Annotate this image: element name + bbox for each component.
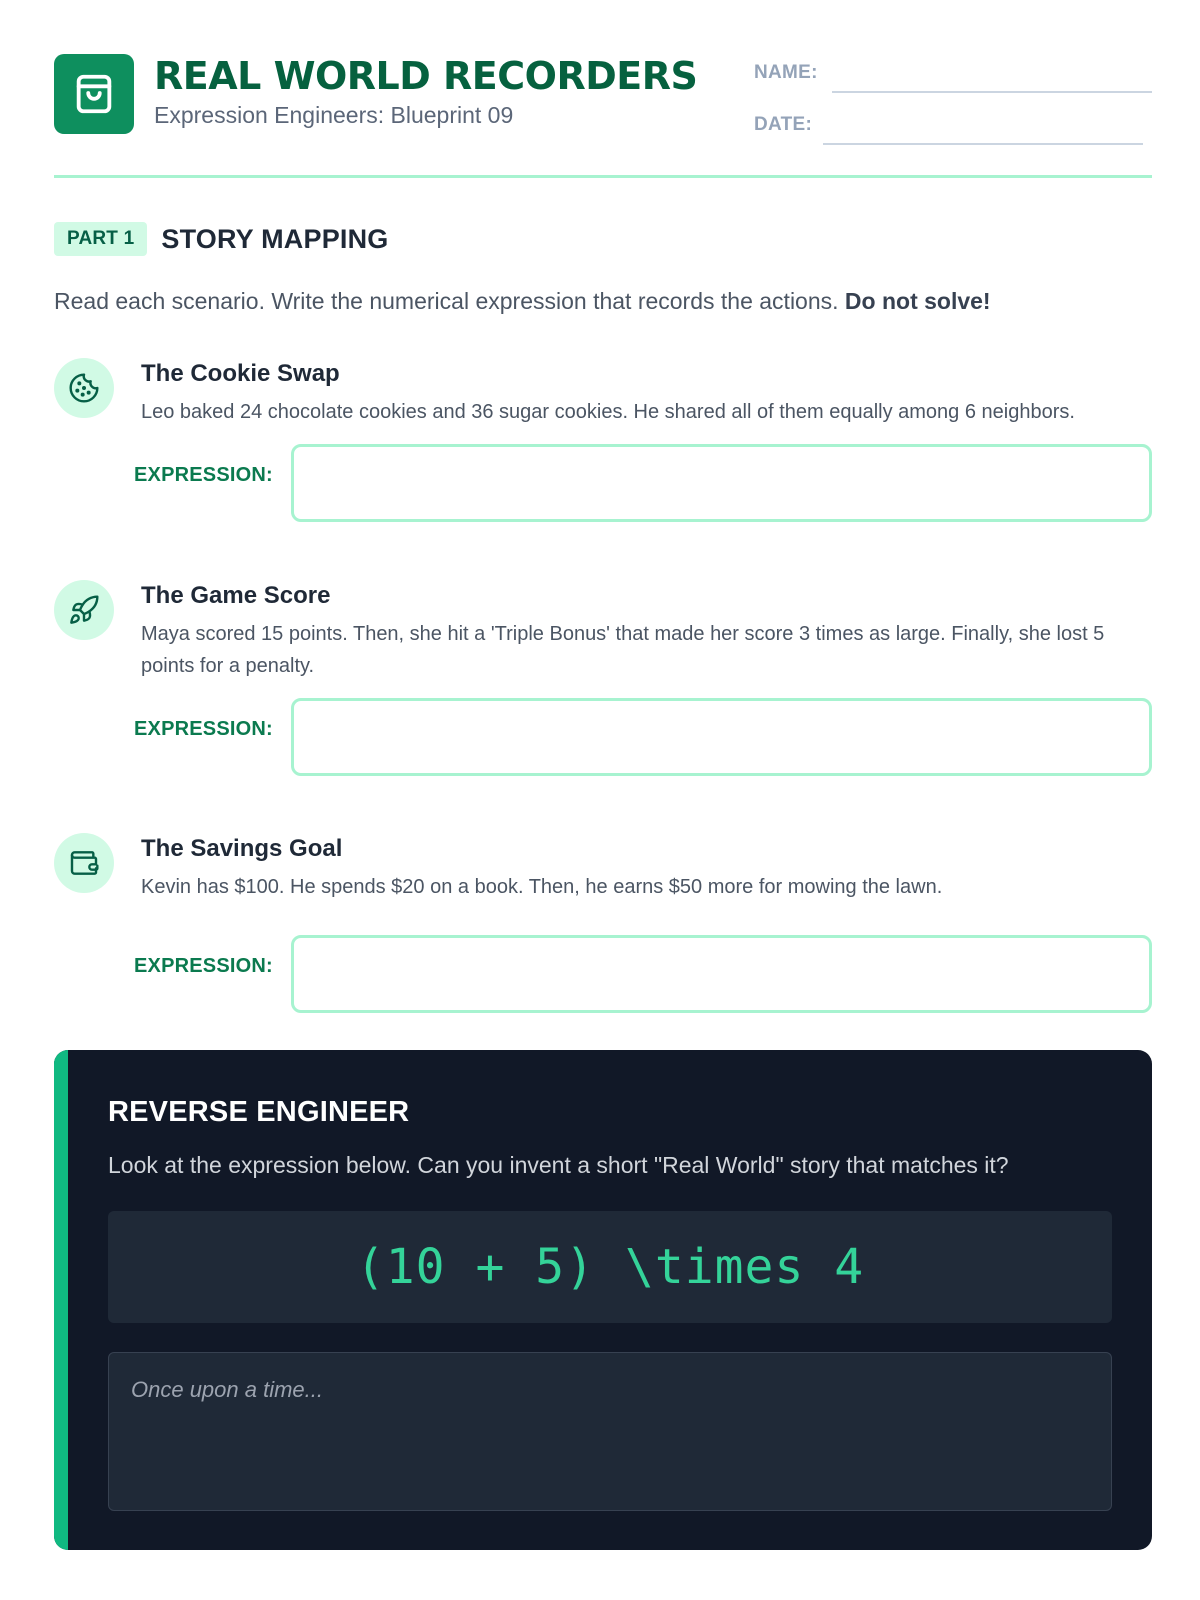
scenario-description: Maya scored 15 points. Then, she hit a 'Triple Bonus' that made her score 3 times as large. Finally, she lost 5 points for a penalty. xyxy=(141,623,1105,677)
story-input[interactable] xyxy=(108,1352,1112,1511)
cookie-icon xyxy=(54,358,114,418)
expression-input-game-score[interactable] xyxy=(291,698,1152,776)
scenario-title: The Game Score xyxy=(141,582,331,609)
expression-label: EXPRESSION: xyxy=(134,464,273,486)
reverse-engineer-panel xyxy=(54,1050,1152,1550)
date-label: DATE: xyxy=(754,114,813,135)
name-label: NAME: xyxy=(754,62,818,83)
scenario-savings-goal xyxy=(54,833,1152,1003)
instructions-emphasis: Do not solve! xyxy=(844,288,991,314)
part-heading xyxy=(54,222,389,256)
instructions xyxy=(54,288,991,315)
worksheet-header xyxy=(54,0,1152,178)
date-field[interactable] xyxy=(823,143,1143,145)
accent-bar xyxy=(54,1050,68,1550)
reverse-expression: (10 + 5) \times 4 xyxy=(108,1211,1112,1323)
rocket-icon xyxy=(54,580,114,640)
part-badge: PART 1 xyxy=(54,222,147,256)
name-field[interactable] xyxy=(832,91,1152,93)
reverse-title: REVERSE ENGINEER xyxy=(108,1096,410,1128)
wallet-icon xyxy=(54,833,114,893)
scenario-title: The Savings Goal xyxy=(141,835,343,862)
expression-input-cookie-swap[interactable] xyxy=(291,444,1152,522)
expression-label: EXPRESSION: xyxy=(134,955,273,977)
scenario-game-score xyxy=(54,580,1152,780)
page-title: REAL WORLD RECORDERS xyxy=(154,54,698,98)
part-title: STORY MAPPING xyxy=(161,223,389,254)
expression-label: EXPRESSION: xyxy=(134,718,273,740)
scenario-description: Leo baked 24 chocolate cookies and 36 sugar cookies. He shared all of them equally among 6 neighbors. xyxy=(141,401,1075,423)
page-subtitle: Expression Engineers: Blueprint 09 xyxy=(154,102,514,128)
reverse-description: Look at the expression below. Can you invent a short "Real World" story that matches it? xyxy=(108,1152,1009,1178)
expression-input-savings-goal[interactable] xyxy=(291,935,1152,1013)
scenario-cookie-swap xyxy=(54,358,1152,528)
scenario-title: The Cookie Swap xyxy=(141,360,340,387)
shopping-bag-icon xyxy=(54,54,134,134)
scenario-description: Kevin has $100. He spends $20 on a book. Then, he earns $50 more for mowing the lawn. xyxy=(141,876,943,898)
instructions-text: Read each scenario. Write the numerical expression that records the actions. xyxy=(54,288,839,314)
